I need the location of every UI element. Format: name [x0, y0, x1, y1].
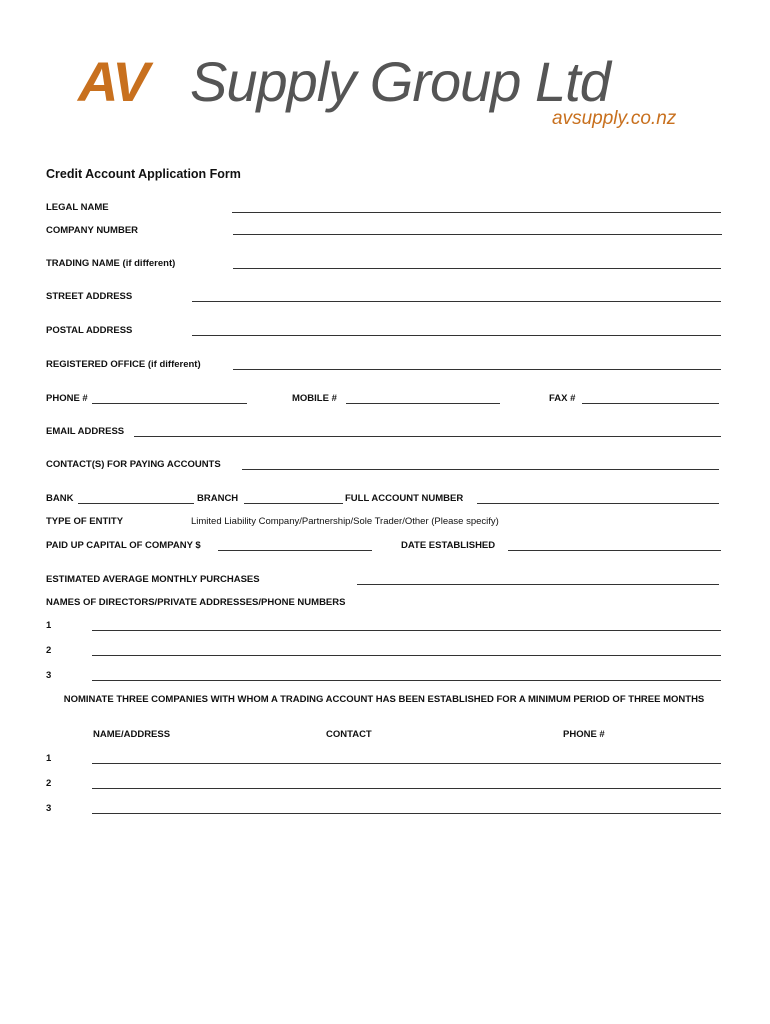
phone-label: PHONE # — [46, 393, 88, 404]
page-title: Credit Account Application Form — [46, 167, 241, 181]
company-number-label: COMPANY NUMBER — [46, 225, 139, 236]
company-number-field[interactable] — [233, 234, 722, 235]
email-label: EMAIL ADDRESS — [46, 426, 125, 437]
director-3-field[interactable] — [92, 680, 721, 681]
logo-name: Supply Group Ltd — [190, 50, 610, 113]
registered-office-field[interactable] — [233, 369, 721, 370]
logo-mark: AV — [78, 50, 148, 113]
logo-url: avsupply.co.nz — [552, 108, 677, 129]
paid-up-capital-label: PAID UP CAPITAL OF COMPANY $ — [46, 540, 201, 551]
reference-2-field[interactable] — [92, 788, 721, 789]
street-address-field[interactable] — [192, 301, 721, 302]
monthly-purchases-label: ESTIMATED AVERAGE MONTHLY PURCHASES — [46, 574, 260, 585]
fax-label: FAX # — [549, 393, 576, 404]
account-number-label: FULL ACCOUNT NUMBER — [345, 493, 464, 504]
branch-field[interactable] — [244, 503, 343, 504]
bank-label: BANK — [46, 493, 74, 504]
director-1-field[interactable] — [92, 630, 721, 631]
references-heading: NOMINATE THREE COMPANIES WITH WHOM A TRADING ACCOUNT HAS BEEN ESTABLISHED FOR A MINIMUM PERIOD OF THREE MONTHS — [63, 694, 705, 705]
trading-name-label: TRADING NAME (if different) — [46, 258, 176, 269]
account-number-field[interactable] — [477, 503, 719, 504]
date-established-label: DATE ESTABLISHED — [401, 540, 496, 551]
contacts-label: CONTACT(S) FOR PAYING ACCOUNTS — [46, 459, 221, 470]
legal-name-label: LEGAL NAME — [46, 202, 109, 213]
reference-row-number: 3 — [46, 803, 52, 814]
director-row-number: 2 — [46, 645, 52, 656]
phone-field[interactable] — [92, 403, 247, 404]
branch-label: BRANCH — [197, 493, 239, 504]
trading-name-field[interactable] — [233, 268, 721, 269]
date-established-field[interactable] — [508, 550, 721, 551]
directors-label: NAMES OF DIRECTORS/PRIVATE ADDRESSES/PHONE NUMBERS — [46, 597, 346, 608]
director-row-number: 3 — [46, 670, 52, 681]
director-2-field[interactable] — [92, 655, 721, 656]
fax-field[interactable] — [582, 403, 719, 404]
paid-up-capital-field[interactable] — [218, 550, 372, 551]
entity-type-options[interactable]: Limited Liability Company/Partnership/Sole Trader/Other (Please specify) — [191, 516, 499, 527]
street-address-label: STREET ADDRESS — [46, 291, 133, 302]
bank-field[interactable] — [78, 503, 194, 504]
monthly-purchases-field[interactable] — [357, 584, 719, 585]
registered-office-label: REGISTERED OFFICE (if different) — [46, 359, 201, 370]
email-field[interactable] — [134, 436, 721, 437]
entity-type-label: TYPE OF ENTITY — [46, 516, 124, 527]
reference-row-number: 2 — [46, 778, 52, 789]
reference-3-field[interactable] — [92, 813, 721, 814]
column-contact: CONTACT — [326, 729, 372, 740]
postal-address-label: POSTAL ADDRESS — [46, 325, 133, 336]
legal-name-field[interactable] — [232, 212, 721, 213]
column-phone: PHONE # — [563, 729, 605, 740]
column-name-address: NAME/ADDRESS — [93, 729, 171, 740]
director-row-number: 1 — [46, 620, 52, 631]
postal-address-field[interactable] — [192, 335, 721, 336]
reference-row-number: 1 — [46, 753, 52, 764]
mobile-label: MOBILE # — [292, 393, 337, 404]
mobile-field[interactable] — [346, 403, 500, 404]
contacts-field[interactable] — [242, 469, 719, 470]
reference-1-field[interactable] — [92, 763, 721, 764]
